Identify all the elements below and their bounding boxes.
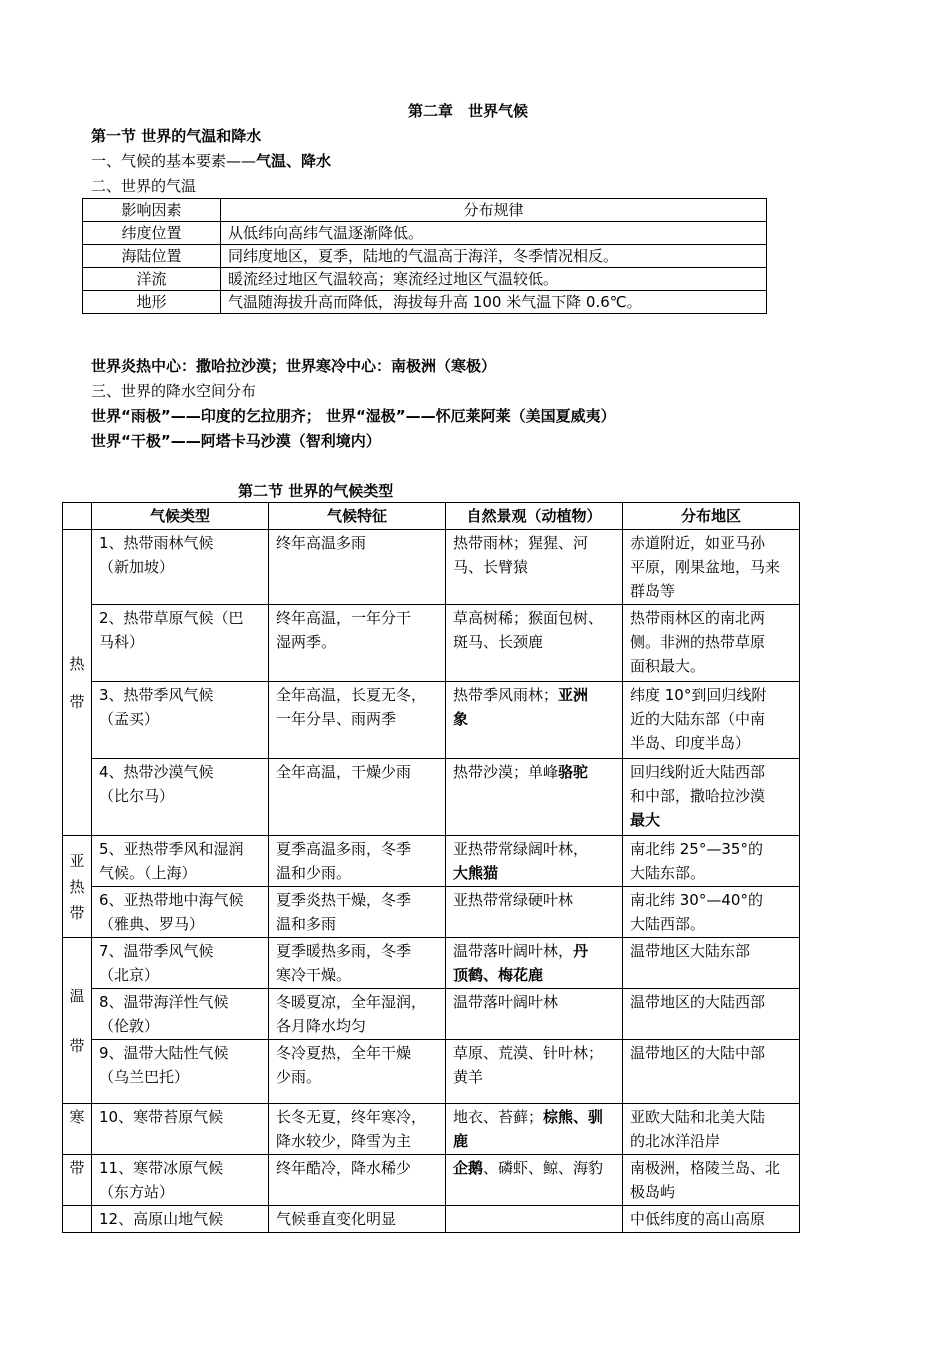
climate-type-cell [92, 1155, 269, 1206]
type-line: （北京） [99, 966, 160, 984]
landscape-text: 热带季风雨林； [453, 686, 559, 704]
landscape-line: 斑马、长颈鹿 [453, 633, 544, 651]
region-cell [623, 938, 800, 989]
rule-cell: 暖流经过地区气温较高；寒流经过地区气温较低。 [221, 268, 767, 291]
landscape-bold: 亚洲 [558, 686, 589, 704]
region-line: 和中部，撒哈拉沙漠 [630, 787, 766, 805]
type-line: 6、亚热带地中海气候 [99, 891, 244, 909]
landscape-line [453, 683, 615, 707]
table-row [63, 759, 800, 836]
landscape-line: 亚热带常绿硬叶林 [453, 891, 574, 909]
rule-cell: 气温随海拔升高而降低，海拔每升高 100 米气温下降 0.6℃。 [221, 291, 767, 314]
item1-prefix: 一、气候的基本要素—— [91, 152, 257, 170]
type-line: （孟买） [99, 710, 160, 728]
hot-cold-centers: 世界炎热中心：撒哈拉沙漠；世界寒冷中心：南极洲（寒极） [91, 357, 497, 375]
landscape-cell [446, 887, 623, 938]
feature-cell [269, 682, 446, 759]
landscape-line: 热带雨林；猩猩、河 [453, 534, 589, 552]
factor-cell: 纬度位置 [83, 222, 221, 245]
header-cell: 分布规律 [221, 199, 767, 222]
feature-line: 夏季高温多雨，冬季 [276, 840, 412, 858]
region-cell [623, 759, 800, 836]
table-row [63, 836, 800, 887]
table-row [83, 222, 767, 245]
region-cell [623, 989, 800, 1040]
climate-type-cell [92, 887, 269, 938]
region-line: 南极洲，格陵兰岛、北 [630, 1159, 781, 1177]
zone-temperate [63, 938, 92, 1104]
type-line: 气候。（上海） [99, 864, 197, 882]
landscape-bold: 棕熊、驯 [543, 1108, 604, 1126]
climate-type-cell [92, 1104, 269, 1155]
climate-type-cell [92, 759, 269, 836]
feature-line: 少雨。 [276, 1068, 322, 1086]
section1-item3: 三、世界的降水空间分布 [91, 382, 257, 400]
type-line: 5、亚热带季风和湿润 [99, 840, 244, 858]
region-line: 面积最大。 [630, 657, 706, 675]
landscape-line: 马、长臂猿 [453, 558, 529, 576]
landscape-cell [446, 759, 623, 836]
region-line: 大陆东部。 [630, 864, 706, 882]
climate-type-cell [92, 938, 269, 989]
landscape-cell [446, 1104, 623, 1155]
region-cell [623, 605, 800, 682]
feature-line: 温和少雨。 [276, 864, 352, 882]
feature-cell [269, 1206, 446, 1233]
item1-bold: 气温、降水 [256, 152, 332, 170]
rule-cell: 从低纬向高纬气温逐渐降低。 [221, 222, 767, 245]
landscape-bold: 象 [453, 710, 469, 728]
feature-cell [269, 530, 446, 605]
landscape-line [453, 760, 615, 784]
zone-tropical [63, 530, 92, 836]
landscape-cell [446, 1040, 623, 1104]
feature-cell [269, 887, 446, 938]
header-cell: 气候特征 [269, 503, 446, 530]
region-line: 温带地区的大陆西部 [630, 993, 766, 1011]
table-header-row [63, 503, 800, 530]
type-line: 2、热带草原气候（巴 [99, 609, 244, 627]
feature-line: 终年高温多雨 [276, 534, 367, 552]
region-cell [623, 1155, 800, 1206]
climate-type-cell [92, 989, 269, 1040]
landscape-bold: 鹿 [453, 1132, 469, 1150]
region-cell [623, 530, 800, 605]
dry-pole-line: 世界“干极”——阿塔卡马沙漠（智利境内） [91, 432, 381, 450]
feature-cell [269, 938, 446, 989]
feature-line: 寒冷干燥。 [276, 966, 352, 984]
region-cell [623, 1104, 800, 1155]
region-line: 极岛屿 [630, 1183, 676, 1201]
header-cell: 气候类型 [92, 503, 269, 530]
type-line: （乌兰巴托） [99, 1068, 190, 1086]
climate-type-cell [92, 1040, 269, 1104]
region-line: 南北纬 25°—35°的 [630, 840, 763, 858]
landscape-cell [446, 682, 623, 759]
zone-char: 带 [69, 903, 85, 922]
climate-type-cell [92, 605, 269, 682]
landscape-text: 热带沙漠；单峰 [453, 763, 559, 781]
landscape-bold: 大熊猫 [453, 864, 499, 882]
climate-type-cell [92, 682, 269, 759]
landscape-text: 、磷虾、鲸、海豹 [483, 1159, 604, 1177]
section1-item1 [91, 151, 331, 171]
landscape-line: 草原、荒漠、针叶林； [453, 1044, 604, 1062]
table-row [63, 1104, 800, 1155]
rule-cell: 同纬度地区，夏季，陆地的气温高于海洋，冬季情况相反。 [221, 245, 767, 268]
type-line: 7、温带季风气候 [99, 942, 214, 960]
zone-frigid-top: 寒 [63, 1104, 92, 1155]
feature-line: 夏季炎热干燥，冬季 [276, 891, 412, 909]
region-cell [623, 1206, 800, 1233]
landscape-cell [446, 605, 623, 682]
region-line: 赤道附近，如亚马孙 [630, 534, 766, 552]
feature-line: 终年高温，一年分干 [276, 609, 412, 627]
zone-char: 热 [69, 877, 85, 896]
landscape-line: 温带落叶阔叶林 [453, 993, 559, 1011]
feature-line: 全年高温，长夏无冬， [276, 686, 427, 704]
region-cell [623, 836, 800, 887]
type-line: 1、热带雨林气候 [99, 534, 214, 552]
table-row [63, 938, 800, 989]
zone-char: 带 [69, 1036, 85, 1055]
header-cell: 自然景观（动植物） [446, 503, 623, 530]
feature-line: 气候垂直变化明显 [276, 1210, 397, 1228]
landscape-cell [446, 989, 623, 1040]
region-line: 温带地区大陆东部 [630, 942, 751, 960]
landscape-line: 黄羊 [453, 1068, 484, 1086]
region-cell [623, 1040, 800, 1104]
zone-subtropical [63, 836, 92, 938]
feature-cell [269, 989, 446, 1040]
region-line: 半岛、印度半岛） [630, 734, 751, 752]
section2-title: 第二节 世界的气候类型 [238, 482, 394, 500]
table-header-row [83, 199, 767, 222]
climate-type-cell [92, 836, 269, 887]
type-line: 马科） [99, 633, 145, 651]
type-line: （雅典、罗马） [99, 915, 205, 933]
region-line: 侧。非洲的热带草原 [630, 633, 766, 651]
table-row [83, 268, 767, 291]
factor-cell: 海陆位置 [83, 245, 221, 268]
table-row [83, 245, 767, 268]
feature-line: 全年高温，干燥少雨 [276, 763, 412, 781]
feature-line: 终年酷冷，降水稀少 [276, 1159, 412, 1177]
type-line: 4、热带沙漠气候 [99, 763, 214, 781]
region-line: 南北纬 30°—40°的 [630, 891, 763, 909]
feature-cell [269, 605, 446, 682]
region-line: 群岛等 [630, 582, 676, 600]
header-cell [63, 503, 92, 530]
landscape-bold: 丹 [573, 942, 589, 960]
zone-char: 温 [69, 986, 85, 1005]
landscape-cell [446, 836, 623, 887]
landscape-line [453, 1105, 615, 1129]
chapter-title: 第二章 世界气候 [408, 102, 529, 120]
feature-line: 夏季暖热多雨，冬季 [276, 942, 412, 960]
region-line: 平原，刚果盆地，马来 [630, 558, 781, 576]
header-cell: 分布地区 [623, 503, 800, 530]
feature-line: 温和多雨 [276, 915, 337, 933]
landscape-line: 亚热带常绿阔叶林， [453, 840, 589, 858]
region-line: 的北冰洋沿岸 [630, 1132, 721, 1150]
table-row [63, 1040, 800, 1104]
factor-cell: 洋流 [83, 268, 221, 291]
zone-char: 带 [69, 692, 85, 711]
landscape-cell [446, 530, 623, 605]
temperature-table [82, 198, 767, 314]
landscape-text: 温带落叶阔叶林， [453, 942, 574, 960]
region-line: 中低纬度的高山高原 [630, 1210, 766, 1228]
factor-cell: 地形 [83, 291, 221, 314]
zone-empty [63, 1206, 92, 1233]
landscape-bold: 骆驼 [558, 763, 589, 781]
region-line: 温带地区的大陆中部 [630, 1044, 766, 1062]
table-row [63, 989, 800, 1040]
region-line: 热带雨林区的南北两 [630, 609, 766, 627]
feature-line: 一年分旱、雨两季 [276, 710, 397, 728]
type-line: （东方站） [99, 1183, 175, 1201]
landscape-text: 地衣、苔藓； [453, 1108, 544, 1126]
type-line: （比尔马） [99, 787, 175, 805]
type-line: （新加坡） [99, 558, 175, 576]
feature-cell [269, 1040, 446, 1104]
region-line: 纬度 10°到回归线附 [630, 686, 767, 704]
climate-type-cell [92, 1206, 269, 1233]
type-line: 10、寒带苔原气候 [99, 1108, 224, 1126]
rain-pole-line: 世界“雨极”——印度的乞拉朋齐； 世界“湿极”——怀厄莱阿莱（美国夏威夷） [91, 407, 616, 425]
landscape-cell [446, 938, 623, 989]
feature-cell [269, 759, 446, 836]
section1-title: 第一节 世界的气温和降水 [91, 127, 262, 145]
landscape-cell [446, 1206, 623, 1233]
table-row [63, 530, 800, 605]
section1-item2: 二、世界的气温 [91, 177, 197, 195]
climate-types-table [62, 502, 800, 1233]
region-cell [623, 887, 800, 938]
landscape-line: 草高树稀；猴面包树、 [453, 609, 604, 627]
table-row [63, 605, 800, 682]
type-line: 8、温带海洋性气候 [99, 993, 229, 1011]
type-line: 11、寒带冰原气候 [99, 1159, 224, 1177]
feature-line: 各月降水均匀 [276, 1017, 367, 1035]
feature-line: 降水较少，降雪为主 [276, 1132, 412, 1150]
feature-line: 冬暖夏凉，全年湿润， [276, 993, 427, 1011]
region-line: 近的大陆东部（中南 [630, 710, 766, 728]
region-line: 回归线附近大陆西部 [630, 763, 766, 781]
feature-line: 湿两季。 [276, 633, 337, 651]
header-cell: 影响因素 [83, 199, 221, 222]
type-line: 12、高原山地气候 [99, 1210, 224, 1228]
feature-cell [269, 1155, 446, 1206]
region-bold: 最大 [630, 811, 661, 829]
feature-cell [269, 836, 446, 887]
table-row [83, 291, 767, 314]
zone-frigid-bottom: 带 [63, 1155, 92, 1206]
region-cell [623, 682, 800, 759]
zone-char: 亚 [69, 851, 85, 870]
region-line: 亚欧大陆和北美大陆 [630, 1108, 766, 1126]
type-line: （伦敦） [99, 1017, 160, 1035]
landscape-line [453, 939, 615, 963]
landscape-bold: 企鹅 [453, 1159, 484, 1177]
type-line: 9、温带大陆性气候 [99, 1044, 229, 1062]
table-row [63, 1155, 800, 1206]
type-line: 3、热带季风气候 [99, 686, 214, 704]
table-row [63, 682, 800, 759]
climate-type-cell [92, 530, 269, 605]
zone-char: 热 [69, 654, 85, 673]
table-row [63, 887, 800, 938]
landscape-line [453, 1156, 615, 1180]
feature-cell [269, 1104, 446, 1155]
feature-line: 长冬无夏，终年寒冷， [276, 1108, 427, 1126]
table-row [63, 1206, 800, 1233]
feature-line: 冬冷夏热，全年干燥 [276, 1044, 412, 1062]
region-line: 大陆西部。 [630, 915, 706, 933]
landscape-cell [446, 1155, 623, 1206]
landscape-bold: 顶鹤、梅花鹿 [453, 966, 544, 984]
